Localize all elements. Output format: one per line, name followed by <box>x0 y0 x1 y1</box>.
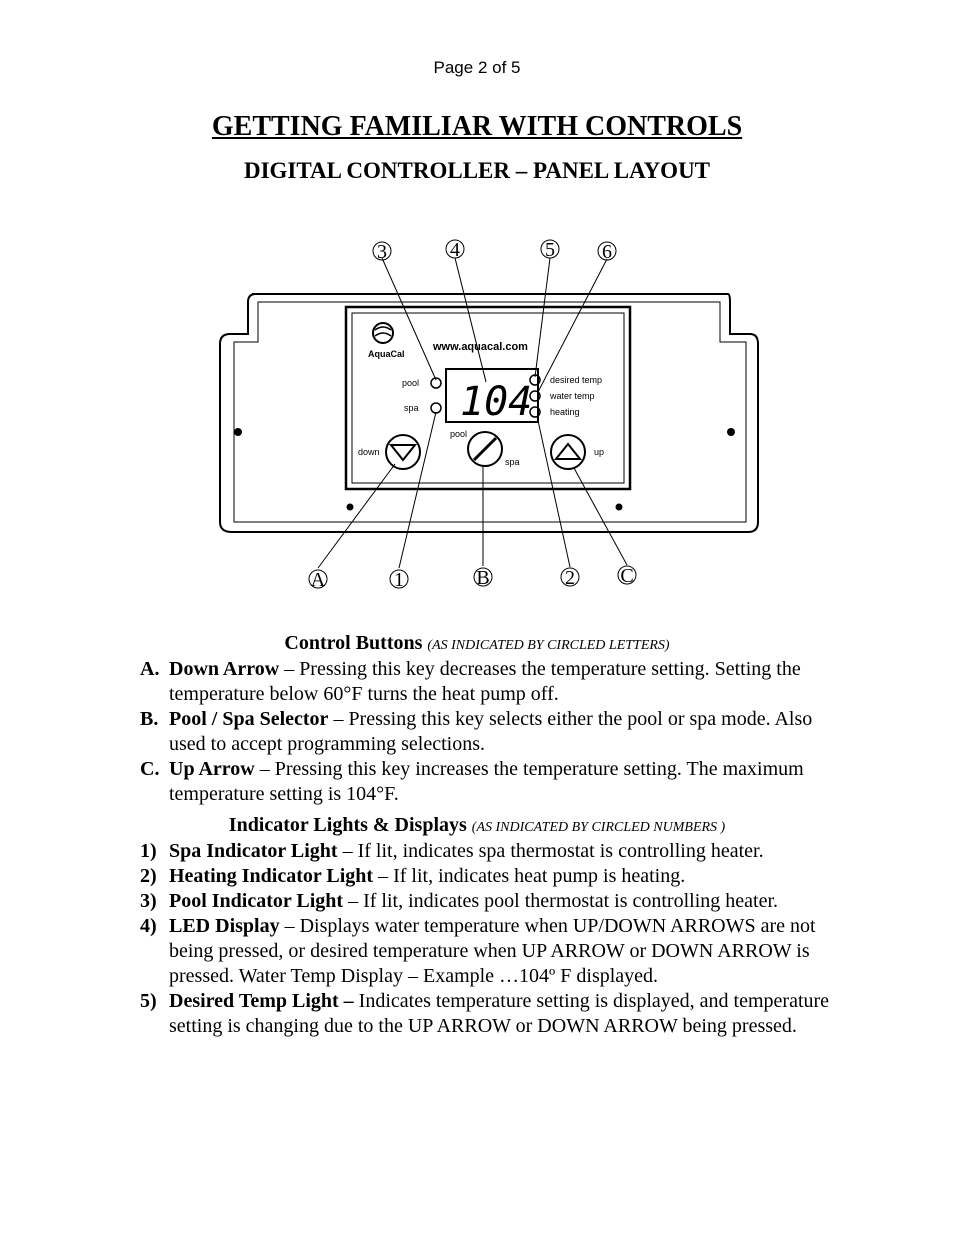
item-text: – If lit, indicates heat pump is heating. <box>373 865 686 887</box>
item-text: – Pressing this key selects either the pool or spa mode. Also used to accept programming selections. <box>169 708 813 755</box>
item-marker: B. <box>140 708 159 730</box>
svg-text:3: 3 <box>377 241 387 263</box>
callout-3 <box>373 241 391 263</box>
item-title: Spa Indicator Light <box>169 840 338 862</box>
page-subtitle: DIGITAL CONTROLLER – PANEL LAYOUT <box>243 158 711 183</box>
item-title: Up Arrow <box>169 758 255 780</box>
svg-text:C: C <box>620 565 634 587</box>
control-buttons-note: (AS INDICATED BY CIRCLED LETTERS) <box>427 638 670 653</box>
svg-text:6: 6 <box>602 241 612 263</box>
page-title: GETTING FAMILIAR WITH CONTROLS <box>211 111 743 142</box>
item-marker: 5) <box>140 990 157 1012</box>
list-item <box>140 839 845 864</box>
indicators-list <box>140 839 845 1039</box>
down-arrow-button <box>386 435 420 469</box>
item-text: – If lit, indicates spa thermostat is controlling heater. <box>337 840 764 862</box>
callout-2 <box>561 567 579 589</box>
down-arrow-icon <box>391 445 415 460</box>
svg-text:2: 2 <box>565 567 575 589</box>
svg-text:5: 5 <box>545 239 555 261</box>
svg-text:A: A <box>310 569 326 591</box>
list-item <box>140 707 845 757</box>
brand-text: AquaCal <box>368 349 405 359</box>
item-title: Heating Indicator Light <box>169 865 374 887</box>
list-item <box>140 657 845 707</box>
item-title: Desired Temp Light – <box>169 990 354 1012</box>
indicators-title: Indicator Lights & Displays <box>228 814 467 836</box>
up-label: up <box>594 447 605 457</box>
callout-1 <box>390 569 408 591</box>
callout-B <box>474 567 492 589</box>
callout-6 <box>598 241 616 263</box>
svg-text:B: B <box>476 567 490 589</box>
page-number: Page 2 of 5 <box>433 58 521 77</box>
heating-label: heating <box>550 407 580 417</box>
item-marker: 4) <box>140 915 157 937</box>
item-marker: 1) <box>140 840 157 862</box>
svg-text:1: 1 <box>394 569 404 591</box>
item-text: – Displays water temperature when UP/DOWN ARROWS are not being pressed, or desired temperature when UP ARROW or DOWN ARROW is pressed. Water Temp Display – Example …104º F displayed. <box>169 915 816 987</box>
item-marker: C. <box>140 758 160 780</box>
item-marker: 3) <box>140 890 157 912</box>
desired-temp-label: desired temp <box>550 375 603 385</box>
item-title: LED Display <box>169 915 280 937</box>
water-temp-label: water temp <box>550 391 595 401</box>
item-title: Pool / Spa Selector <box>169 708 329 730</box>
callout-5 <box>541 239 559 261</box>
item-title: Pool Indicator Light <box>169 890 344 912</box>
list-item <box>140 864 845 889</box>
item-text: – Pressing this key decreases the temperature setting. Setting the temperature below 60°F turns the heat pump off. <box>169 658 801 705</box>
callout-4 <box>446 239 464 261</box>
down-label: down <box>358 447 380 457</box>
list-item <box>140 889 845 914</box>
screw-left <box>347 504 354 511</box>
callout-C <box>618 565 636 587</box>
panel-url: www.aquacal.com <box>433 341 528 353</box>
screw-right <box>616 504 623 511</box>
callout-A <box>309 569 327 591</box>
list-item <box>140 757 845 807</box>
up-arrow-icon <box>556 444 580 459</box>
list-item <box>140 989 845 1039</box>
mount-hole-left <box>234 428 242 436</box>
spa-label: spa <box>404 403 419 413</box>
item-marker: 2) <box>140 865 157 887</box>
spa-indicator-light <box>431 403 441 413</box>
selector-slash-icon <box>474 438 496 460</box>
control-buttons-heading <box>0 632 954 655</box>
item-text: – If lit, indicates pool thermostat is controlling heater. <box>343 890 778 912</box>
svg-text:4: 4 <box>450 239 460 261</box>
aquacal-logo <box>368 323 405 359</box>
mount-hole-right <box>727 428 735 436</box>
indicators-heading <box>0 814 954 837</box>
control-buttons-title: Control Buttons <box>284 632 423 654</box>
led-display-value: 104 <box>460 379 533 425</box>
item-text: – Pressing this key increases the temperature setting. The maximum temperature setting is 104°F. <box>169 758 804 805</box>
selector-spa-label: spa <box>505 457 520 467</box>
controller-panel-diagram <box>190 232 800 602</box>
item-text: Indicates temperature setting is displayed, and temperature setting is changing due to the UP ARROW or DOWN ARROW being pressed. <box>169 990 830 1037</box>
list-item <box>140 914 845 989</box>
item-marker: A. <box>140 658 160 680</box>
indicators-note: (AS INDICATED BY CIRCLED NUMBERS ) <box>471 820 726 835</box>
selector-pool-label: pool <box>450 429 468 439</box>
item-title: Down Arrow <box>169 658 280 680</box>
pool-label: pool <box>402 378 420 388</box>
control-buttons-list <box>140 657 845 807</box>
up-arrow-button <box>551 435 585 469</box>
